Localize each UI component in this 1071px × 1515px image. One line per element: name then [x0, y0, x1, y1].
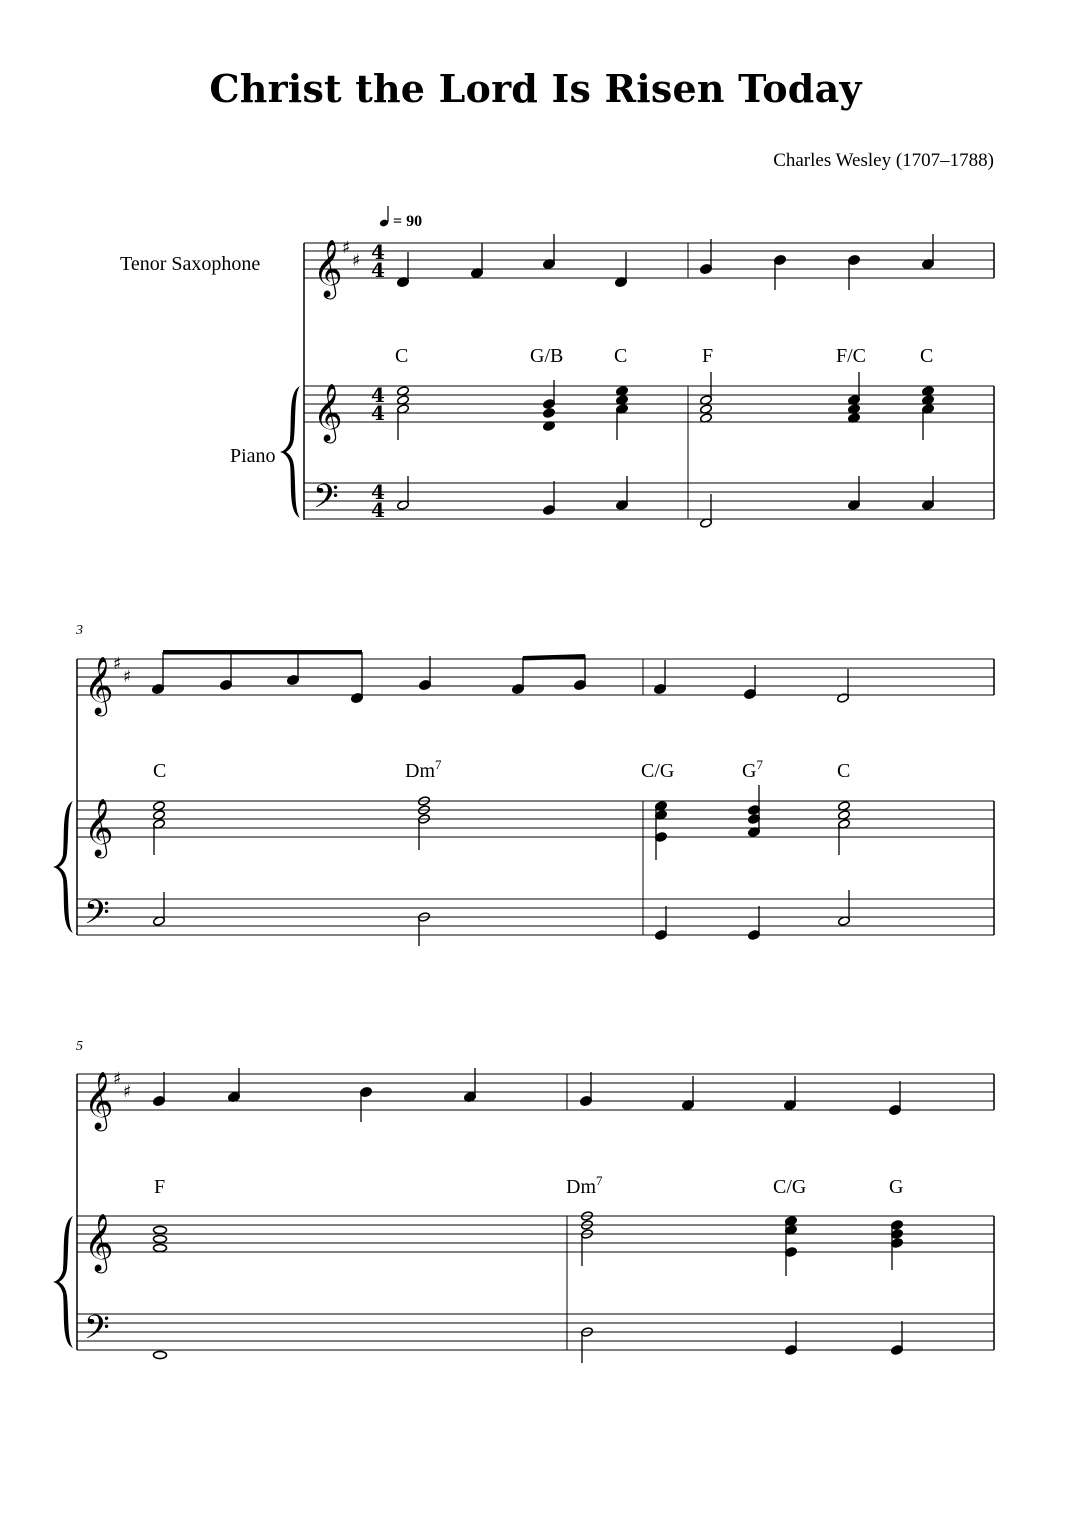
time-signature — [371, 240, 385, 522]
piano-treble-chords-2 — [153, 785, 851, 860]
svg-text:4: 4 — [371, 258, 385, 282]
chord-symbol: F/C — [836, 345, 867, 367]
piano-bass-notes-3 — [154, 1321, 904, 1363]
sax-notes-3 — [152, 1068, 901, 1122]
treble-clef: 𝄞 — [84, 1213, 114, 1271]
bass-clef: 𝄢 — [84, 894, 110, 940]
bass-clef: 𝄢 — [313, 478, 339, 524]
staff-piano-treble-3 — [77, 1216, 994, 1350]
svg-text:4: 4 — [371, 240, 385, 264]
treble-clef: 𝄞 — [313, 239, 343, 297]
svg-text:4: 4 — [371, 480, 385, 504]
tempo-text: = 90 — [393, 213, 423, 230]
chord-symbol: G/B — [530, 345, 564, 367]
svg-text:4: 4 — [371, 401, 385, 425]
sharp-icon: ♯ — [113, 1069, 122, 1089]
system-1 — [120, 206, 994, 528]
sax-notes-1 — [396, 234, 934, 290]
treble-clef: 𝄞 — [313, 383, 343, 441]
measure-number: 3 — [76, 623, 83, 638]
piano-bass-notes-1 — [397, 476, 935, 528]
chord-symbol: C — [614, 345, 628, 367]
staff-piano-treble-2 — [77, 801, 994, 935]
piano-brace — [53, 1216, 73, 1348]
chord-symbols-2 — [153, 757, 850, 782]
chord-symbol: F — [702, 345, 714, 367]
piano-bass-notes-2 — [153, 890, 851, 946]
staff-sax-3 — [77, 1074, 994, 1110]
score-title: Christ the Lord Is Risen Today — [209, 66, 862, 111]
piano-brace — [53, 801, 73, 933]
treble-clef: 𝄞 — [84, 1071, 114, 1129]
chord-symbol: F — [154, 1176, 166, 1198]
chord-symbol: C/G — [773, 1176, 807, 1198]
svg-text:4: 4 — [371, 498, 385, 522]
chord-symbol: C — [837, 760, 851, 782]
sharp-icon: ♯ — [123, 1082, 132, 1102]
sharp-icon: ♯ — [123, 667, 132, 687]
bass-clef: 𝄢 — [84, 1309, 110, 1355]
sharp-icon: ♯ — [113, 654, 122, 674]
composer-credit: Charles Wesley (1707–1788) — [773, 150, 994, 171]
chord-symbols-3 — [154, 1173, 903, 1198]
chord-symbol: Dm$^7$ — [566, 1173, 603, 1198]
piano-treble-chords-1 — [397, 372, 935, 440]
sharp-icon: ♯ — [352, 251, 361, 271]
measure-number: 5 — [76, 1039, 83, 1054]
piano-brace — [280, 386, 300, 518]
tempo-marking — [379, 206, 422, 230]
system-2 — [53, 623, 994, 946]
instrument-label-sax: Tenor Saxophone — [120, 253, 261, 275]
treble-clef: 𝄞 — [84, 656, 114, 714]
chord-symbol: G — [889, 1176, 904, 1198]
svg-text:4: 4 — [371, 383, 385, 407]
system-3 — [53, 1039, 994, 1363]
chord-symbol: C/G — [641, 760, 675, 782]
instrument-label-piano: Piano — [230, 445, 276, 467]
chord-symbol: $G^7$ — [742, 757, 763, 782]
staff-sax-2 — [77, 659, 994, 695]
chord-symbol: C — [920, 345, 934, 367]
chord-symbols-1 — [395, 345, 933, 367]
staff-piano-bass-1 — [304, 422, 994, 519]
chord-symbol: Dm$^7$ — [405, 757, 442, 782]
treble-clef: 𝄞 — [84, 798, 114, 856]
chord-symbol: C — [153, 760, 167, 782]
staff-piano-bass-2 — [77, 899, 994, 935]
chord-symbol: C — [395, 345, 409, 367]
sharp-icon: ♯ — [342, 238, 351, 258]
staff-piano-bass-3 — [77, 1314, 994, 1350]
